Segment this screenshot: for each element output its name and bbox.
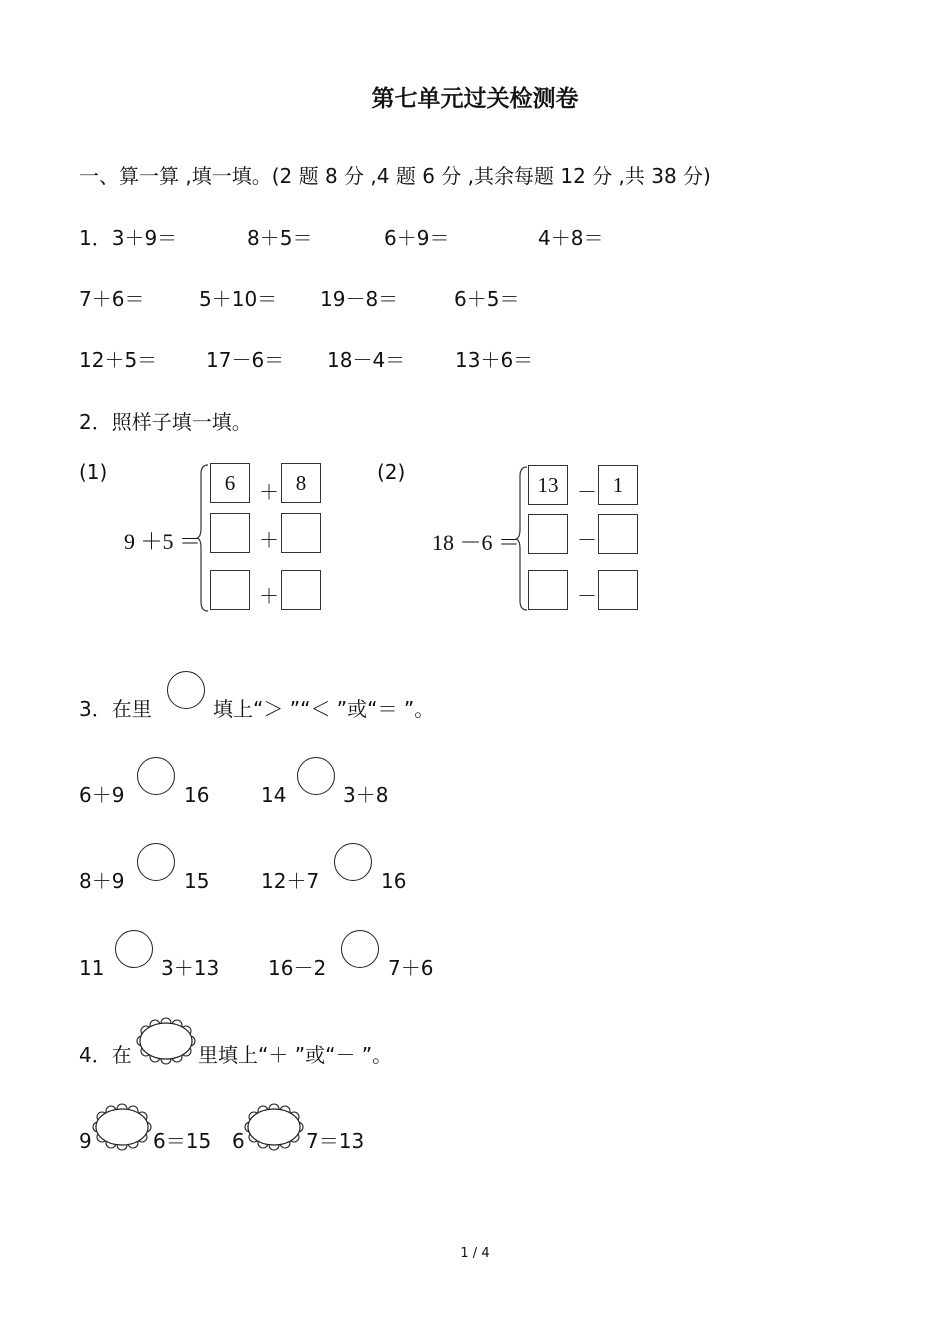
q1-r1-c4: 4＋8＝ <box>538 226 604 250</box>
q1-r3-c4: 13＋6＝ <box>455 348 534 372</box>
q3-answer-circle[interactable] <box>297 757 335 795</box>
flower-icon <box>136 1016 196 1066</box>
q1-r3-c3: 18－4＝ <box>327 348 406 372</box>
page-title: 第七单元过关检测卷 <box>371 86 579 112</box>
brace-icon <box>196 464 210 612</box>
q3-item-2-left: 14 <box>261 783 287 807</box>
q2-part1-op-1: ＋ <box>259 482 279 504</box>
q1-r2-c4: 6＋5＝ <box>454 287 520 311</box>
q3-answer-circle[interactable] <box>334 843 372 881</box>
q2-part2-op-2: － <box>577 530 597 552</box>
q2-part1-example-box-b: 8 <box>281 463 321 503</box>
q2-part1-op-3: ＋ <box>259 586 279 608</box>
q2-part2-blank-box[interactable] <box>528 514 568 554</box>
q4-item-1-right: 6＝15 <box>153 1129 212 1153</box>
q3-heading-pre: 3．在里 <box>79 697 152 721</box>
q3-answer-circle[interactable] <box>341 930 379 968</box>
q2-part1-expression: 9 ＋5 ＝ <box>124 529 202 554</box>
q4-item-2-right: 7＝13 <box>306 1129 365 1153</box>
q4-heading-pre: 4．在 <box>79 1043 132 1067</box>
q2-part2-label: (2) <box>377 460 406 484</box>
q1-r2-c3: 19－8＝ <box>320 287 399 311</box>
q3-item-3-left: 8＋9 <box>79 869 125 893</box>
brace-icon <box>515 466 529 611</box>
q3-item-6-right: 7＋6 <box>388 956 434 980</box>
q1-r1-c1: 1．3＋9＝ <box>79 226 178 250</box>
q2-heading: 2．照样子填一填。 <box>79 410 252 434</box>
q1-r2-c1: 7＋6＝ <box>79 287 145 311</box>
q3-item-4-left: 12＋7 <box>261 869 320 893</box>
q4-answer-flower[interactable] <box>244 1102 304 1152</box>
q2-part1-example-box-a: 6 <box>210 463 250 503</box>
q3-item-6-left: 16－2 <box>268 956 327 980</box>
q2-part1-blank-box[interactable] <box>281 570 321 610</box>
q2-part2-blank-box[interactable] <box>598 514 638 554</box>
q2-part1-blank-box[interactable] <box>210 570 250 610</box>
q1-r2-c2: 5＋10＝ <box>199 287 278 311</box>
q2-part2-op-1: － <box>577 482 597 504</box>
q1-r3-c2: 17－6＝ <box>206 348 285 372</box>
q2-part2-example-box-b: 1 <box>598 465 638 505</box>
circle-icon <box>167 671 205 709</box>
q4-answer-flower[interactable] <box>92 1102 152 1152</box>
q2-part1-blank-box[interactable] <box>210 513 250 553</box>
q4-heading-post: 里填上“＋ ”或“－ ”。 <box>198 1043 393 1067</box>
q3-item-1-right: 16 <box>184 783 210 807</box>
q2-part1-label: (1) <box>79 460 108 484</box>
q3-answer-circle[interactable] <box>115 930 153 968</box>
q3-answer-circle[interactable] <box>137 843 175 881</box>
q1-r3-c1: 12＋5＝ <box>79 348 158 372</box>
q4-item-1-left: 9 <box>79 1129 92 1153</box>
q3-item-2-right: 3＋8 <box>343 783 389 807</box>
q3-item-5-right: 3＋13 <box>161 956 220 980</box>
section-1-heading: 一、算一算 ,填一填。(2 题 8 分 ,4 题 6 分 ,其余每题 12 分 ,共 38 分) <box>79 164 711 188</box>
q2-part1-blank-box[interactable] <box>281 513 321 553</box>
q3-heading-post: 填上“＞ ”“＜ ”或“＝ ”。 <box>213 697 435 721</box>
q3-item-1-left: 6＋9 <box>79 783 125 807</box>
q3-item-3-right: 15 <box>184 869 210 893</box>
q1-r1-c2: 8＋5＝ <box>247 226 313 250</box>
q3-answer-circle[interactable] <box>137 757 175 795</box>
q2-part2-op-3: － <box>577 586 597 608</box>
q2-part2-blank-box[interactable] <box>528 570 568 610</box>
q3-item-4-right: 16 <box>381 869 407 893</box>
q2-part2-example-box-a: 13 <box>528 465 568 505</box>
q2-part1-op-2: ＋ <box>259 530 279 552</box>
q3-item-5-left: 11 <box>79 956 105 980</box>
q4-item-2-left: 6 <box>232 1129 245 1153</box>
q2-part2-expression: 18 －6 ＝ <box>432 530 521 555</box>
page-number: 1 / 4 <box>460 1246 490 1261</box>
q2-part2-blank-box[interactable] <box>598 570 638 610</box>
q1-r1-c3: 6＋9＝ <box>384 226 450 250</box>
